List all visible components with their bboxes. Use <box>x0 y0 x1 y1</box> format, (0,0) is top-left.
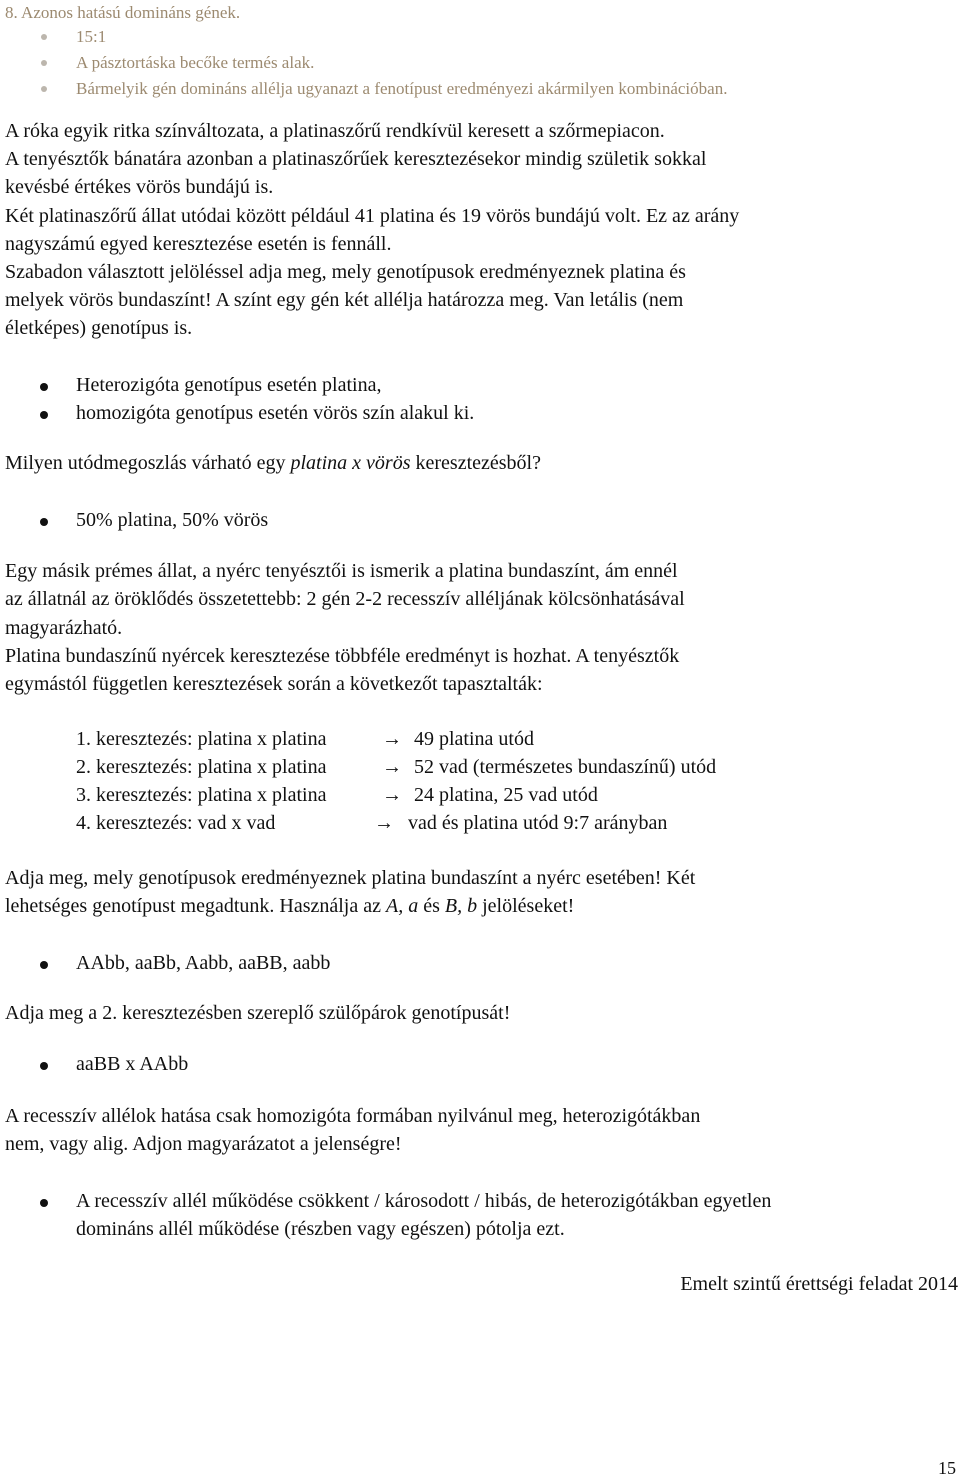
cross-label: 3. keresztezés: platina x platina <box>76 784 327 806</box>
source-note: Emelt szintű érettségi feladat 2014 <box>680 1273 958 1295</box>
arrow-icon: → <box>374 812 394 834</box>
section-item: Bármelyik gén domináns allélja ugyanazt a fenotípust eredményezi akármilyen kombinációban. <box>76 79 728 98</box>
paragraph-line: Két platinaszőrű állat utódai között például 41 platina és 19 vörös bundájú volt. Ez az arány <box>5 205 740 227</box>
bullet <box>40 518 48 526</box>
question-line: nem, vagy alig. Adjon magyarázatot a jelenségre! <box>5 1133 402 1155</box>
paragraph-line: Egy másik prémes állat, a nyérc tenyésztői is ismerik a platina bundaszínt, ám ennél <box>5 560 678 582</box>
paragraph-line: egymástól független keresztezések során a következőt tapasztalták: <box>5 673 543 695</box>
paragraph-line: életképes) genotípus is. <box>5 317 193 339</box>
answer-line: 50% platina, 50% vörös <box>76 509 269 531</box>
answer-line: domináns allél működése (részben vagy egészen) pótolja ezt. <box>76 1218 565 1240</box>
question-line: lehetséges genotípust megadtunk. Használja az A, a és B, b jelöléseket! <box>5 895 575 917</box>
bullet <box>41 60 47 66</box>
bullet <box>40 961 48 969</box>
question-line: Adja meg, mely genotípusok eredményeznek platina bundaszínt a nyérc esetében! Két <box>5 867 696 889</box>
cross-result: 24 platina, 25 vad utód <box>414 784 598 806</box>
paragraph-line: az állatnál az öröklődés összetettebb: 2 gén 2-2 recesszív alléljának kölcsönhatásával <box>5 588 685 610</box>
paragraph-line: Platina bundaszínű nyércek keresztezése többféle eredményt is hozhat. A tenyésztők <box>5 645 680 667</box>
cross-label: 1. keresztezés: platina x platina <box>76 728 327 750</box>
answer-line: Heterozigóta genotípus esetén platina, <box>76 374 382 396</box>
answer-line: homozigóta genotípus esetén vörös szín alakul ki. <box>76 402 475 424</box>
cross-result: 52 vad (természetes bundaszínű) utód <box>414 756 717 778</box>
bullet <box>41 34 47 40</box>
arrow-icon: → <box>382 756 402 778</box>
answer-line: A recesszív allél működése csökkent / károsodott / hibás, de heterozigótákban egyetlen <box>76 1190 772 1212</box>
cross-result: vad és platina utód 9:7 arányban <box>408 812 668 834</box>
bullet <box>40 411 48 419</box>
question: Milyen utódmegoszlás várható egy platina x vörös keresztezésből? <box>5 452 541 474</box>
page-number: 15 <box>938 1458 956 1478</box>
section-item: 15:1 <box>76 27 107 46</box>
cross-label: 4. keresztezés: vad x vad <box>76 812 276 834</box>
bullet <box>41 86 47 92</box>
paragraph-line: A róka egyik ritka színváltozata, a platinaszőrű rendkívül keresett a szőrmepiacon. <box>5 120 665 142</box>
answer-line: AAbb, aaBb, Aabb, aaBB, aabb <box>76 952 331 974</box>
paragraph-line: magyarázható. <box>5 617 123 639</box>
paragraph-line: Szabadon választott jelöléssel adja meg, mely genotípusok eredményeznek platina és <box>5 261 686 283</box>
question-line: Adja meg a 2. keresztezésben szereplő szülőpárok genotípusát! <box>5 1002 511 1024</box>
paragraph-line: melyek vörös bundaszínt! A színt egy gén két allélja határozza meg. Van letális (nem <box>5 289 684 311</box>
answer-line: aaBB x AAbb <box>76 1053 189 1075</box>
arrow-icon: → <box>382 784 402 806</box>
paragraph-line: A tenyésztők bánatára azonban a platinaszőrűek keresztezésekor mindig születik sokkal <box>5 148 707 170</box>
question-line: A recesszív allélok hatása csak homozigóta formában nyilvánul meg, heterozigótákban <box>5 1105 701 1127</box>
section-title: 8. Azonos hatású domináns gének. <box>5 3 241 22</box>
bullet <box>40 1062 48 1070</box>
cross-result: 49 platina utód <box>414 728 534 750</box>
arrow-icon: → <box>382 728 402 750</box>
section-item: A pásztortáska becőke termés alak. <box>76 53 315 72</box>
cross-label: 2. keresztezés: platina x platina <box>76 756 327 778</box>
bullet <box>40 383 48 391</box>
bullet <box>40 1199 48 1207</box>
paragraph-line: nagyszámú egyed keresztezése esetén is fennáll. <box>5 233 392 255</box>
paragraph-line: kevésbé értékes vörös bundájú is. <box>5 176 274 198</box>
